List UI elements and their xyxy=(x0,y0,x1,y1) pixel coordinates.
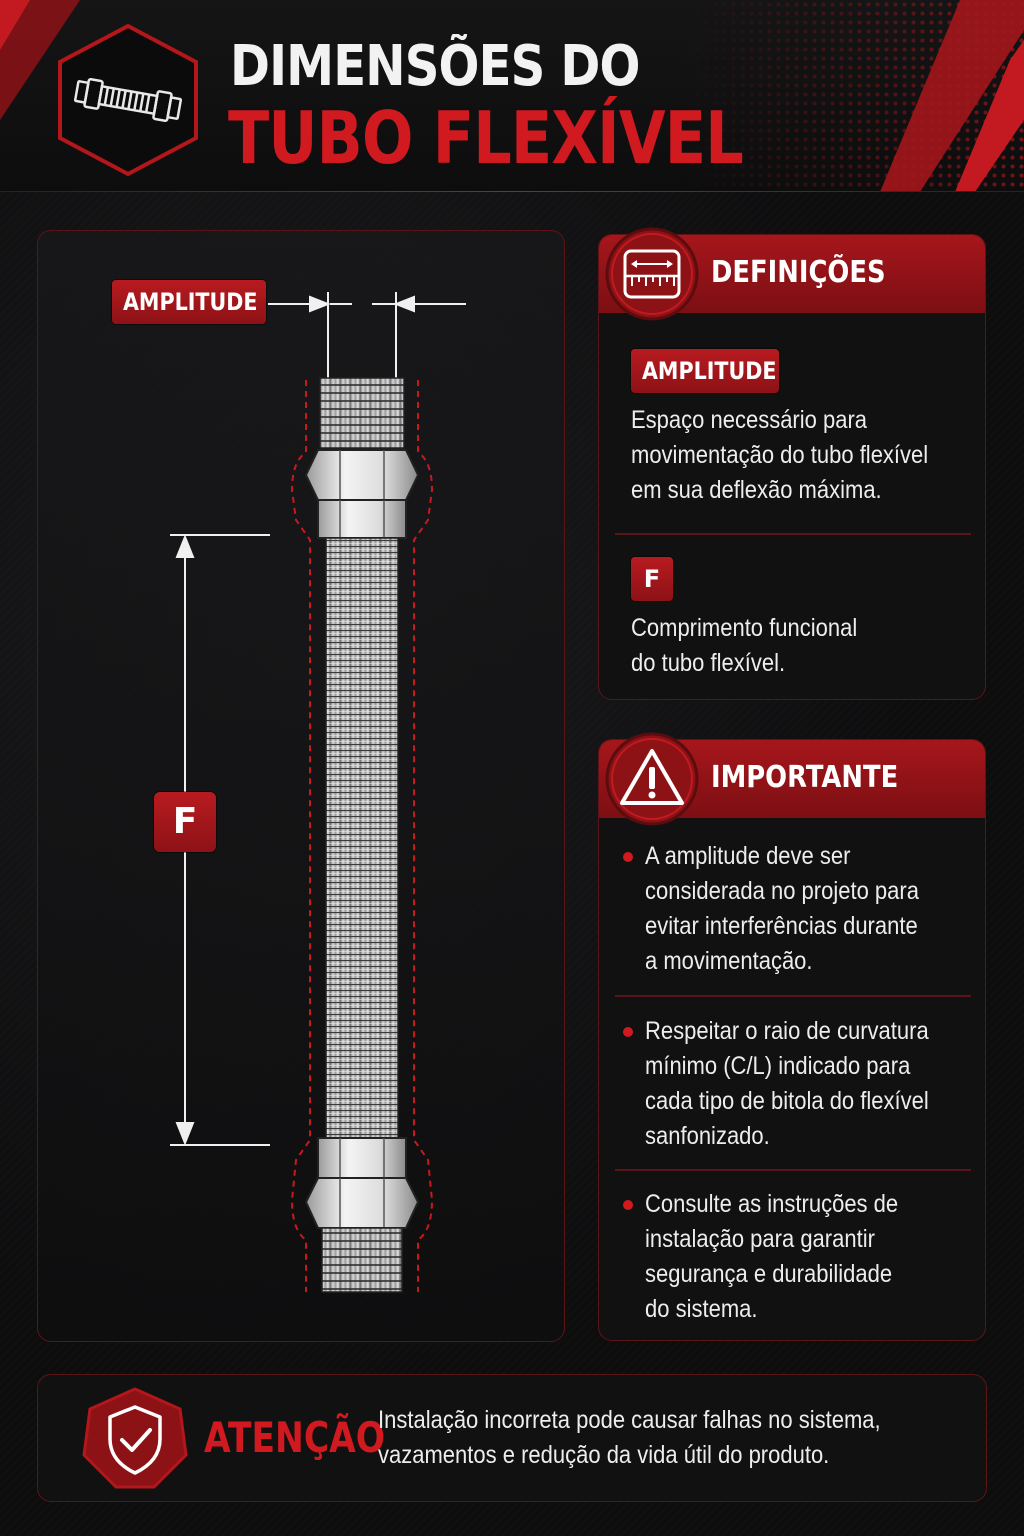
definition-badge-f: F xyxy=(631,557,673,601)
f-label: F xyxy=(154,792,216,852)
ruler-icon xyxy=(604,226,700,322)
attention-text xyxy=(378,1403,881,1473)
definition-text-amplitude xyxy=(631,403,928,508)
important-divider xyxy=(615,1169,971,1171)
definition-line: do tubo flexível. xyxy=(631,649,786,677)
definition-line: em sua deflexão máxima. xyxy=(631,476,882,504)
amplitude-label: AMPLITUDE xyxy=(112,280,266,324)
bullet-dot xyxy=(623,1200,633,1210)
bullet-line: Consulte as instruções de xyxy=(645,1190,899,1218)
definitions-title: DEFINIÇÕES xyxy=(711,255,886,290)
bullet-dot xyxy=(623,852,633,862)
bullet-line: instalação para garantir xyxy=(645,1225,875,1253)
attention-line: vazamentos e redução da vida útil do produto. xyxy=(378,1441,830,1469)
definition-badge-amplitude: AMPLITUDE xyxy=(631,349,779,393)
important-bullet-2 xyxy=(645,1014,929,1154)
important-bullet-1 xyxy=(645,839,919,979)
bullet-dot xyxy=(623,1027,633,1037)
definition-line: Espaço necessário para xyxy=(631,406,868,434)
bullet-line: cada tipo de bitola do flexível xyxy=(645,1087,929,1115)
bullet-line: sanfonizado. xyxy=(645,1122,770,1150)
definitions-divider xyxy=(615,533,971,535)
definition-text-f xyxy=(631,611,857,681)
bullet-line: do sistema. xyxy=(645,1295,758,1323)
flexible-hose xyxy=(306,378,418,1292)
page-title-line1: DIMENSÕES DO xyxy=(230,34,640,99)
bullet-line: segurança e durabilidade xyxy=(645,1260,893,1288)
attention-banner xyxy=(37,1374,987,1502)
attention-title: ATENÇÃO xyxy=(204,1413,386,1462)
important-title: IMPORTANTE xyxy=(711,760,899,795)
bullet-line: evitar interferências durante xyxy=(645,912,918,940)
bullet-line: A amplitude deve ser xyxy=(645,842,851,870)
important-divider xyxy=(615,995,971,997)
bullet-line: a movimentação. xyxy=(645,947,813,975)
bullet-line: considerada no projeto para xyxy=(645,877,919,905)
important-bullet-3 xyxy=(645,1187,898,1327)
bullet-line: Respeitar o raio de curvatura xyxy=(645,1017,929,1045)
definition-line: movimentação do tubo flexível xyxy=(631,441,929,469)
bullet-line: mínimo (C/L) indicado para xyxy=(645,1052,911,1080)
shield-check-icon xyxy=(80,1385,190,1493)
attention-line: Instalação incorreta pode causar falhas no sistema, xyxy=(378,1406,881,1434)
definition-line: Comprimento funcional xyxy=(631,614,858,642)
page-title-line2: TUBO FLEXÍVEL xyxy=(228,96,743,180)
important-card xyxy=(598,739,986,1341)
warning-icon xyxy=(604,731,700,827)
amplitude-dimension xyxy=(268,292,466,380)
